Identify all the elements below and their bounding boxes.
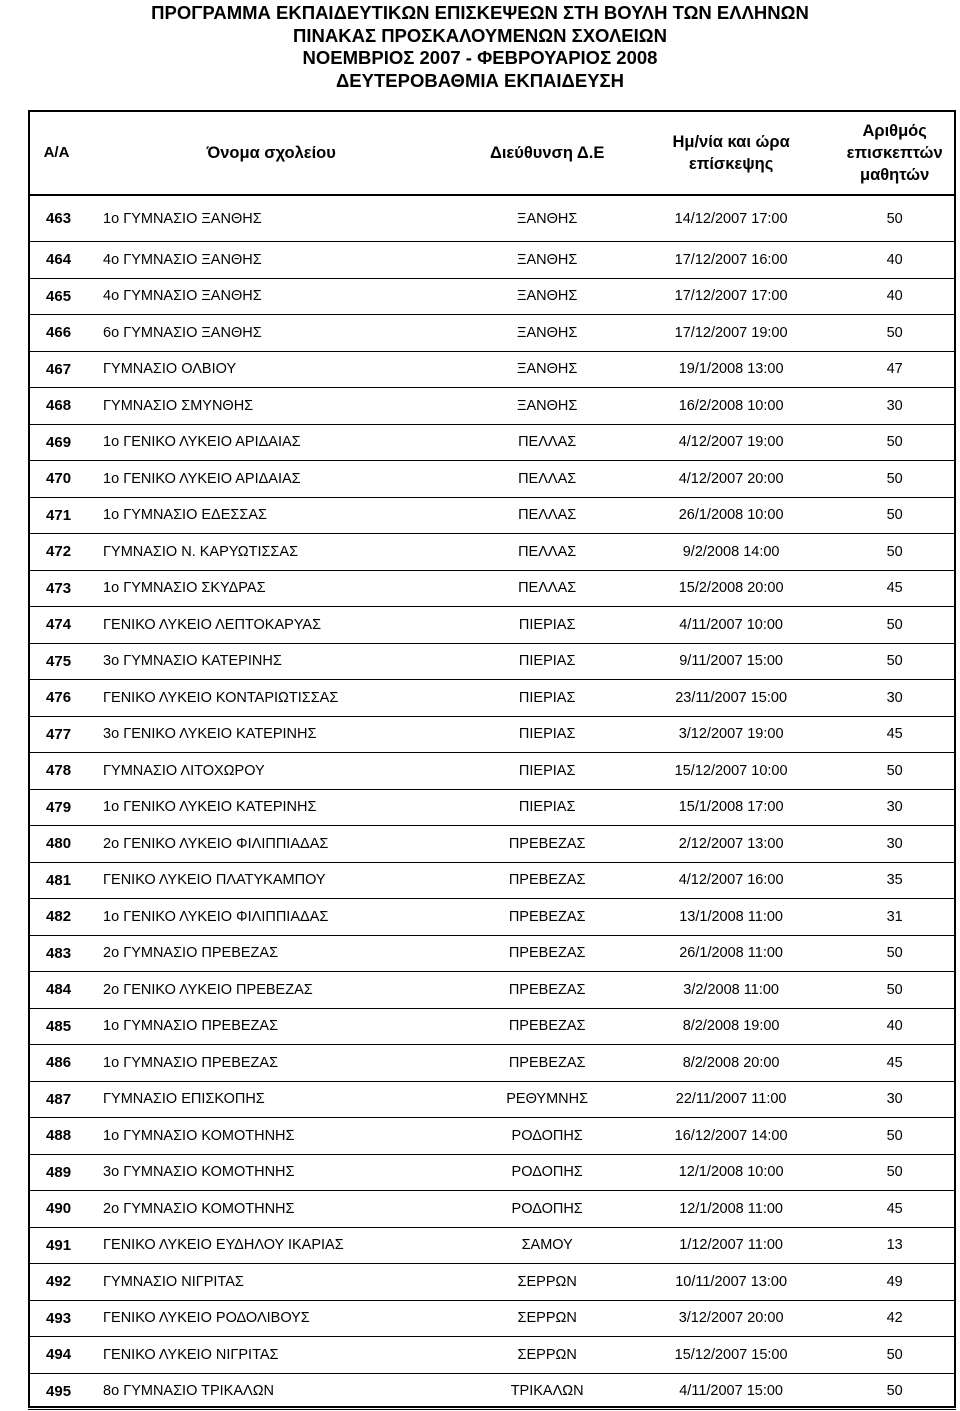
row-id: 463 (28, 195, 77, 242)
row-id: 474 (28, 607, 77, 644)
row-id: 476 (28, 680, 77, 717)
row-id: 478 (28, 753, 77, 790)
title-line-2: ΠΙΝΑΚΑΣ ΠΡΟΣΚΑΛΟΥΜΕΝΩΝ ΣΧΟΛΕΙΩΝ (293, 24, 667, 46)
row-school: 2ο ΓΥΜΝΑΣΙΟ ΠΡΕΒΕΖΑΣ (77, 935, 465, 972)
table-row (28, 278, 956, 315)
row-datetime: 3/12/2007 19:00 (629, 716, 833, 753)
row-school: 6ο ΓΥΜΝΑΣΙΟ ΞΑΝΘΗΣ (77, 315, 465, 352)
title-line-4: ΔΕΥΤΕΡΟΒΑΘΜΙΑ ΕΚΠΑΙΔΕΥΣΗ (335, 69, 624, 91)
table-row (28, 1154, 956, 1191)
row-students: 50 (833, 1118, 956, 1155)
row-id: 466 (28, 315, 77, 352)
row-students: 30 (833, 826, 956, 863)
row-directorate: ΞΑΝΘΗΣ (465, 278, 629, 315)
row-datetime: 4/11/2007 10:00 (629, 607, 833, 644)
row-directorate: ΡΟΔΟΠΗΣ (465, 1154, 629, 1191)
row-id: 475 (28, 643, 77, 680)
row-datetime: 4/12/2007 19:00 (629, 424, 833, 461)
row-school: ΓΥΜΝΑΣΙΟ ΕΠΙΣΚΟΠΗΣ (77, 1081, 465, 1118)
table-row (28, 461, 956, 498)
row-id: 494 (28, 1337, 77, 1374)
row-datetime: 13/1/2008 11:00 (629, 899, 833, 936)
row-datetime: 16/12/2007 14:00 (629, 1118, 833, 1155)
table-row (28, 1191, 956, 1228)
row-id: 471 (28, 497, 77, 534)
header-datetime-line1: Ημ/νία και ώρα (672, 132, 790, 151)
table-row (28, 315, 956, 352)
row-school: ΓΕΝΙΚΟ ΛΥΚΕΙΟ ΠΛΑΤΥΚΑΜΠΟΥ (77, 862, 465, 899)
header-students-line2: επισκεπτών (846, 143, 943, 162)
row-datetime: 1/12/2007 11:00 (629, 1227, 833, 1264)
table-row (28, 1045, 956, 1082)
row-students: 50 (833, 753, 956, 790)
row-directorate: ΞΑΝΘΗΣ (465, 388, 629, 425)
row-directorate: ΞΑΝΘΗΣ (465, 242, 629, 279)
row-datetime: 4/12/2007 16:00 (629, 862, 833, 899)
table-row (28, 1337, 956, 1374)
row-directorate: ΠΙΕΡΙΑΣ (465, 643, 629, 680)
header-row (28, 111, 956, 195)
table-row (28, 826, 956, 863)
row-id: 491 (28, 1227, 77, 1264)
row-id: 469 (28, 424, 77, 461)
table-row (28, 351, 956, 388)
row-students: 50 (833, 315, 956, 352)
header-id: Α/Α (28, 111, 77, 195)
row-datetime: 26/1/2008 11:00 (629, 935, 833, 972)
row-school: 2ο ΓΕΝΙΚΟ ΛΥΚΕΙΟ ΦΙΛΙΠΠΙΑΔΑΣ (77, 826, 465, 863)
header-datetime (629, 111, 833, 195)
table-row (28, 242, 956, 279)
row-directorate: ΠΙΕΡΙΑΣ (465, 607, 629, 644)
table-row (28, 388, 956, 425)
row-school: 3ο ΓΥΜΝΑΣΙΟ ΚΑΤΕΡΙΝΗΣ (77, 643, 465, 680)
row-directorate: ΠΕΛΛΑΣ (465, 570, 629, 607)
row-students: 50 (833, 1337, 956, 1374)
table-row (28, 1373, 956, 1410)
row-students: 45 (833, 570, 956, 607)
row-datetime: 9/2/2008 14:00 (629, 534, 833, 571)
document-title (0, 2, 960, 92)
table-row (28, 1118, 956, 1155)
row-students: 40 (833, 1008, 956, 1045)
row-school: 1ο ΓΥΜΝΑΣΙΟ ΠΡΕΒΕΖΑΣ (77, 1008, 465, 1045)
table-body (28, 195, 956, 1410)
table-row (28, 534, 956, 571)
row-datetime: 19/1/2008 13:00 (629, 351, 833, 388)
row-datetime: 2/12/2007 13:00 (629, 826, 833, 863)
header-school: Όνομα σχολείου (77, 111, 465, 195)
row-directorate: ΡΟΔΟΠΗΣ (465, 1118, 629, 1155)
row-students: 45 (833, 1045, 956, 1082)
table-row (28, 607, 956, 644)
row-directorate: ΠΕΛΛΑΣ (465, 497, 629, 534)
row-datetime: 14/12/2007 17:00 (629, 195, 833, 242)
row-school: 8ο ΓΥΜΝΑΣΙΟ ΤΡΙΚΑΛΩΝ (77, 1373, 465, 1410)
row-school: 1ο ΓΥΜΝΑΣΙΟ ΚΟΜΟΤΗΝΗΣ (77, 1118, 465, 1155)
row-students: 49 (833, 1264, 956, 1301)
row-students: 30 (833, 1081, 956, 1118)
row-datetime: 4/11/2007 15:00 (629, 1373, 833, 1410)
row-directorate: ΞΑΝΘΗΣ (465, 195, 629, 242)
row-directorate: ΠΕΛΛΑΣ (465, 534, 629, 571)
row-directorate: ΠΙΕΡΙΑΣ (465, 753, 629, 790)
row-school: 3ο ΓΕΝΙΚΟ ΛΥΚΕΙΟ ΚΑΤΕΡΙΝΗΣ (77, 716, 465, 753)
row-students: 40 (833, 242, 956, 279)
row-students: 50 (833, 195, 956, 242)
header-students-line1: Αριθμός (862, 121, 927, 140)
table-row (28, 570, 956, 607)
row-school: 4ο ΓΥΜΝΑΣΙΟ ΞΑΝΘΗΣ (77, 278, 465, 315)
row-school: 1ο ΓΕΝΙΚΟ ΛΥΚΕΙΟ ΚΑΤΕΡΙΝΗΣ (77, 789, 465, 826)
row-students: 50 (833, 461, 956, 498)
row-school: 1ο ΓΥΜΝΑΣΙΟ ΠΡΕΒΕΖΑΣ (77, 1045, 465, 1082)
row-datetime: 15/12/2007 15:00 (629, 1337, 833, 1374)
table-row (28, 935, 956, 972)
row-directorate: ΠΡΕΒΕΖΑΣ (465, 1045, 629, 1082)
row-directorate: ΡΕΘΥΜΝΗΣ (465, 1081, 629, 1118)
row-id: 487 (28, 1081, 77, 1118)
row-datetime: 12/1/2008 11:00 (629, 1191, 833, 1228)
table-row (28, 424, 956, 461)
row-students: 30 (833, 388, 956, 425)
row-school: ΓΥΜΝΑΣΙΟ ΛΙΤΟΧΩΡΟΥ (77, 753, 465, 790)
row-directorate: ΣΕΡΡΩΝ (465, 1337, 629, 1374)
table-row (28, 789, 956, 826)
row-id: 468 (28, 388, 77, 425)
row-datetime: 9/11/2007 15:00 (629, 643, 833, 680)
row-id: 479 (28, 789, 77, 826)
row-students: 13 (833, 1227, 956, 1264)
row-datetime: 3/2/2008 11:00 (629, 972, 833, 1009)
header-directorate: Διεύθυνση Δ.Ε (465, 111, 629, 195)
row-id: 467 (28, 351, 77, 388)
row-students: 45 (833, 716, 956, 753)
row-id: 482 (28, 899, 77, 936)
row-datetime: 16/2/2008 10:00 (629, 388, 833, 425)
row-students: 47 (833, 351, 956, 388)
row-students: 50 (833, 643, 956, 680)
row-directorate: ΠΙΕΡΙΑΣ (465, 789, 629, 826)
table-row (28, 1300, 956, 1337)
row-school: ΓΥΜΝΑΣΙΟ ΣΜΥΝΘΗΣ (77, 388, 465, 425)
row-directorate: ΠΡΕΒΕΖΑΣ (465, 935, 629, 972)
row-datetime: 12/1/2008 10:00 (629, 1154, 833, 1191)
table-row (28, 1081, 956, 1118)
table-row (28, 680, 956, 717)
row-id: 486 (28, 1045, 77, 1082)
row-students: 31 (833, 899, 956, 936)
table-row (28, 1264, 956, 1301)
table-row (28, 972, 956, 1009)
row-directorate: ΡΟΔΟΠΗΣ (465, 1191, 629, 1228)
visits-table (28, 111, 956, 1410)
row-students: 50 (833, 1373, 956, 1410)
row-students: 42 (833, 1300, 956, 1337)
row-datetime: 15/1/2008 17:00 (629, 789, 833, 826)
row-datetime: 10/11/2007 13:00 (629, 1264, 833, 1301)
row-datetime: 26/1/2008 10:00 (629, 497, 833, 534)
row-datetime: 15/12/2007 10:00 (629, 753, 833, 790)
row-directorate: ΣΕΡΡΩΝ (465, 1264, 629, 1301)
row-directorate: ΞΑΝΘΗΣ (465, 315, 629, 352)
row-school: ΓΕΝΙΚΟ ΛΥΚΕΙΟ ΕΥΔΗΛΟΥ ΙΚΑΡΙΑΣ (77, 1227, 465, 1264)
row-datetime: 8/2/2008 19:00 (629, 1008, 833, 1045)
table-row (28, 1008, 956, 1045)
title-line-3: ΝΟΕΜΒΡΙΟΣ 2007 - ΦΕΒΡΟΥΑΡΙΟΣ 2008 (302, 47, 658, 68)
row-id: 481 (28, 862, 77, 899)
row-students: 35 (833, 862, 956, 899)
row-school: 4ο ΓΥΜΝΑΣΙΟ ΞΑΝΘΗΣ (77, 242, 465, 279)
row-datetime: 3/12/2007 20:00 (629, 1300, 833, 1337)
row-students: 45 (833, 1191, 956, 1228)
table-row (28, 1227, 956, 1264)
row-id: 484 (28, 972, 77, 1009)
row-school: 1ο ΓΥΜΝΑΣΙΟ ΣΚΥΔΡΑΣ (77, 570, 465, 607)
row-id: 472 (28, 534, 77, 571)
row-school: 1ο ΓΥΜΝΑΣΙΟ ΞΑΝΘΗΣ (77, 195, 465, 242)
row-school: ΓΥΜΝΑΣΙΟ Ν. ΚΑΡΥΩΤΙΣΣΑΣ (77, 534, 465, 571)
table-row (28, 497, 956, 534)
row-students: 50 (833, 534, 956, 571)
row-directorate: ΠΡΕΒΕΖΑΣ (465, 972, 629, 1009)
row-id: 495 (28, 1373, 77, 1410)
row-directorate: ΠΡΕΒΕΖΑΣ (465, 899, 629, 936)
row-students: 40 (833, 278, 956, 315)
row-directorate: ΠΡΕΒΕΖΑΣ (465, 1008, 629, 1045)
row-school: 1ο ΓΕΝΙΚΟ ΛΥΚΕΙΟ ΑΡΙΔΑΙΑΣ (77, 424, 465, 461)
table-row (28, 716, 956, 753)
header-students-line3: μαθητών (860, 165, 930, 184)
row-school: ΓΕΝΙΚΟ ΛΥΚΕΙΟ ΚΟΝΤΑΡΙΩΤΙΣΣΑΣ (77, 680, 465, 717)
row-school: 3ο ΓΥΜΝΑΣΙΟ ΚΟΜΟΤΗΝΗΣ (77, 1154, 465, 1191)
row-students: 50 (833, 1154, 956, 1191)
row-school: ΓΕΝΙΚΟ ΛΥΚΕΙΟ ΡΟΔΟΛΙΒΟΥΣ (77, 1300, 465, 1337)
row-id: 465 (28, 278, 77, 315)
row-students: 30 (833, 789, 956, 826)
row-id: 483 (28, 935, 77, 972)
row-school: 1ο ΓΕΝΙΚΟ ΛΥΚΕΙΟ ΑΡΙΔΑΙΑΣ (77, 461, 465, 498)
row-datetime: 15/2/2008 20:00 (629, 570, 833, 607)
row-directorate: ΠΙΕΡΙΑΣ (465, 680, 629, 717)
row-id: 490 (28, 1191, 77, 1228)
row-school: ΓΥΜΝΑΣΙΟ ΝΙΓΡΙΤΑΣ (77, 1264, 465, 1301)
row-id: 492 (28, 1264, 77, 1301)
row-students: 50 (833, 935, 956, 972)
row-school: 1ο ΓΕΝΙΚΟ ΛΥΚΕΙΟ ΦΙΛΙΠΠΙΑΔΑΣ (77, 899, 465, 936)
row-datetime: 17/12/2007 17:00 (629, 278, 833, 315)
row-id: 493 (28, 1300, 77, 1337)
title-line-1: ΠΡΟΓΡΑΜΜΑ ΕΚΠΑΙΔΕΥΤΙΚΩΝ ΕΠΙΣΚΕΨΕΩΝ ΣΤΗ ΒΟΥΛΗ ΤΩΝ ΕΛΛΗΝΩΝ (151, 2, 809, 23)
table-row (28, 899, 956, 936)
row-directorate: ΠΡΕΒΕΖΑΣ (465, 862, 629, 899)
row-id: 477 (28, 716, 77, 753)
row-students: 30 (833, 680, 956, 717)
row-directorate: ΤΡΙΚΑΛΩΝ (465, 1373, 629, 1410)
row-directorate: ΣΑΜΟΥ (465, 1227, 629, 1264)
table-header (28, 111, 956, 195)
row-datetime: 8/2/2008 20:00 (629, 1045, 833, 1082)
row-school: 2ο ΓΥΜΝΑΣΙΟ ΚΟΜΟΤΗΝΗΣ (77, 1191, 465, 1228)
row-id: 473 (28, 570, 77, 607)
row-id: 480 (28, 826, 77, 863)
row-id: 489 (28, 1154, 77, 1191)
row-id: 470 (28, 461, 77, 498)
row-students: 50 (833, 972, 956, 1009)
row-school: 1ο ΓΥΜΝΑΣΙΟ ΕΔΕΣΣΑΣ (77, 497, 465, 534)
row-directorate: ΞΑΝΘΗΣ (465, 351, 629, 388)
row-datetime: 17/12/2007 16:00 (629, 242, 833, 279)
row-id: 464 (28, 242, 77, 279)
table-row (28, 643, 956, 680)
header-students (833, 111, 956, 195)
row-directorate: ΠΕΛΛΑΣ (465, 461, 629, 498)
row-datetime: 22/11/2007 11:00 (629, 1081, 833, 1118)
row-directorate: ΠΡΕΒΕΖΑΣ (465, 826, 629, 863)
row-id: 485 (28, 1008, 77, 1045)
row-datetime: 23/11/2007 15:00 (629, 680, 833, 717)
row-directorate: ΠΙΕΡΙΑΣ (465, 716, 629, 753)
row-school: ΓΥΜΝΑΣΙΟ ΟΛΒΙΟΥ (77, 351, 465, 388)
row-students: 50 (833, 497, 956, 534)
row-school: ΓΕΝΙΚΟ ΛΥΚΕΙΟ ΛΕΠΤΟΚΑΡΥΑΣ (77, 607, 465, 644)
row-students: 50 (833, 424, 956, 461)
row-directorate: ΠΕΛΛΑΣ (465, 424, 629, 461)
row-students: 50 (833, 607, 956, 644)
row-school: 2ο ΓΕΝΙΚΟ ΛΥΚΕΙΟ ΠΡΕΒΕΖΑΣ (77, 972, 465, 1009)
row-directorate: ΣΕΡΡΩΝ (465, 1300, 629, 1337)
header-datetime-line2: επίσκεψης (688, 154, 774, 173)
row-datetime: 4/12/2007 20:00 (629, 461, 833, 498)
row-id: 488 (28, 1118, 77, 1155)
table-row (28, 753, 956, 790)
row-datetime: 17/12/2007 19:00 (629, 315, 833, 352)
table-row (28, 195, 956, 242)
table-row (28, 862, 956, 899)
row-school: ΓΕΝΙΚΟ ΛΥΚΕΙΟ ΝΙΓΡΙΤΑΣ (77, 1337, 465, 1374)
